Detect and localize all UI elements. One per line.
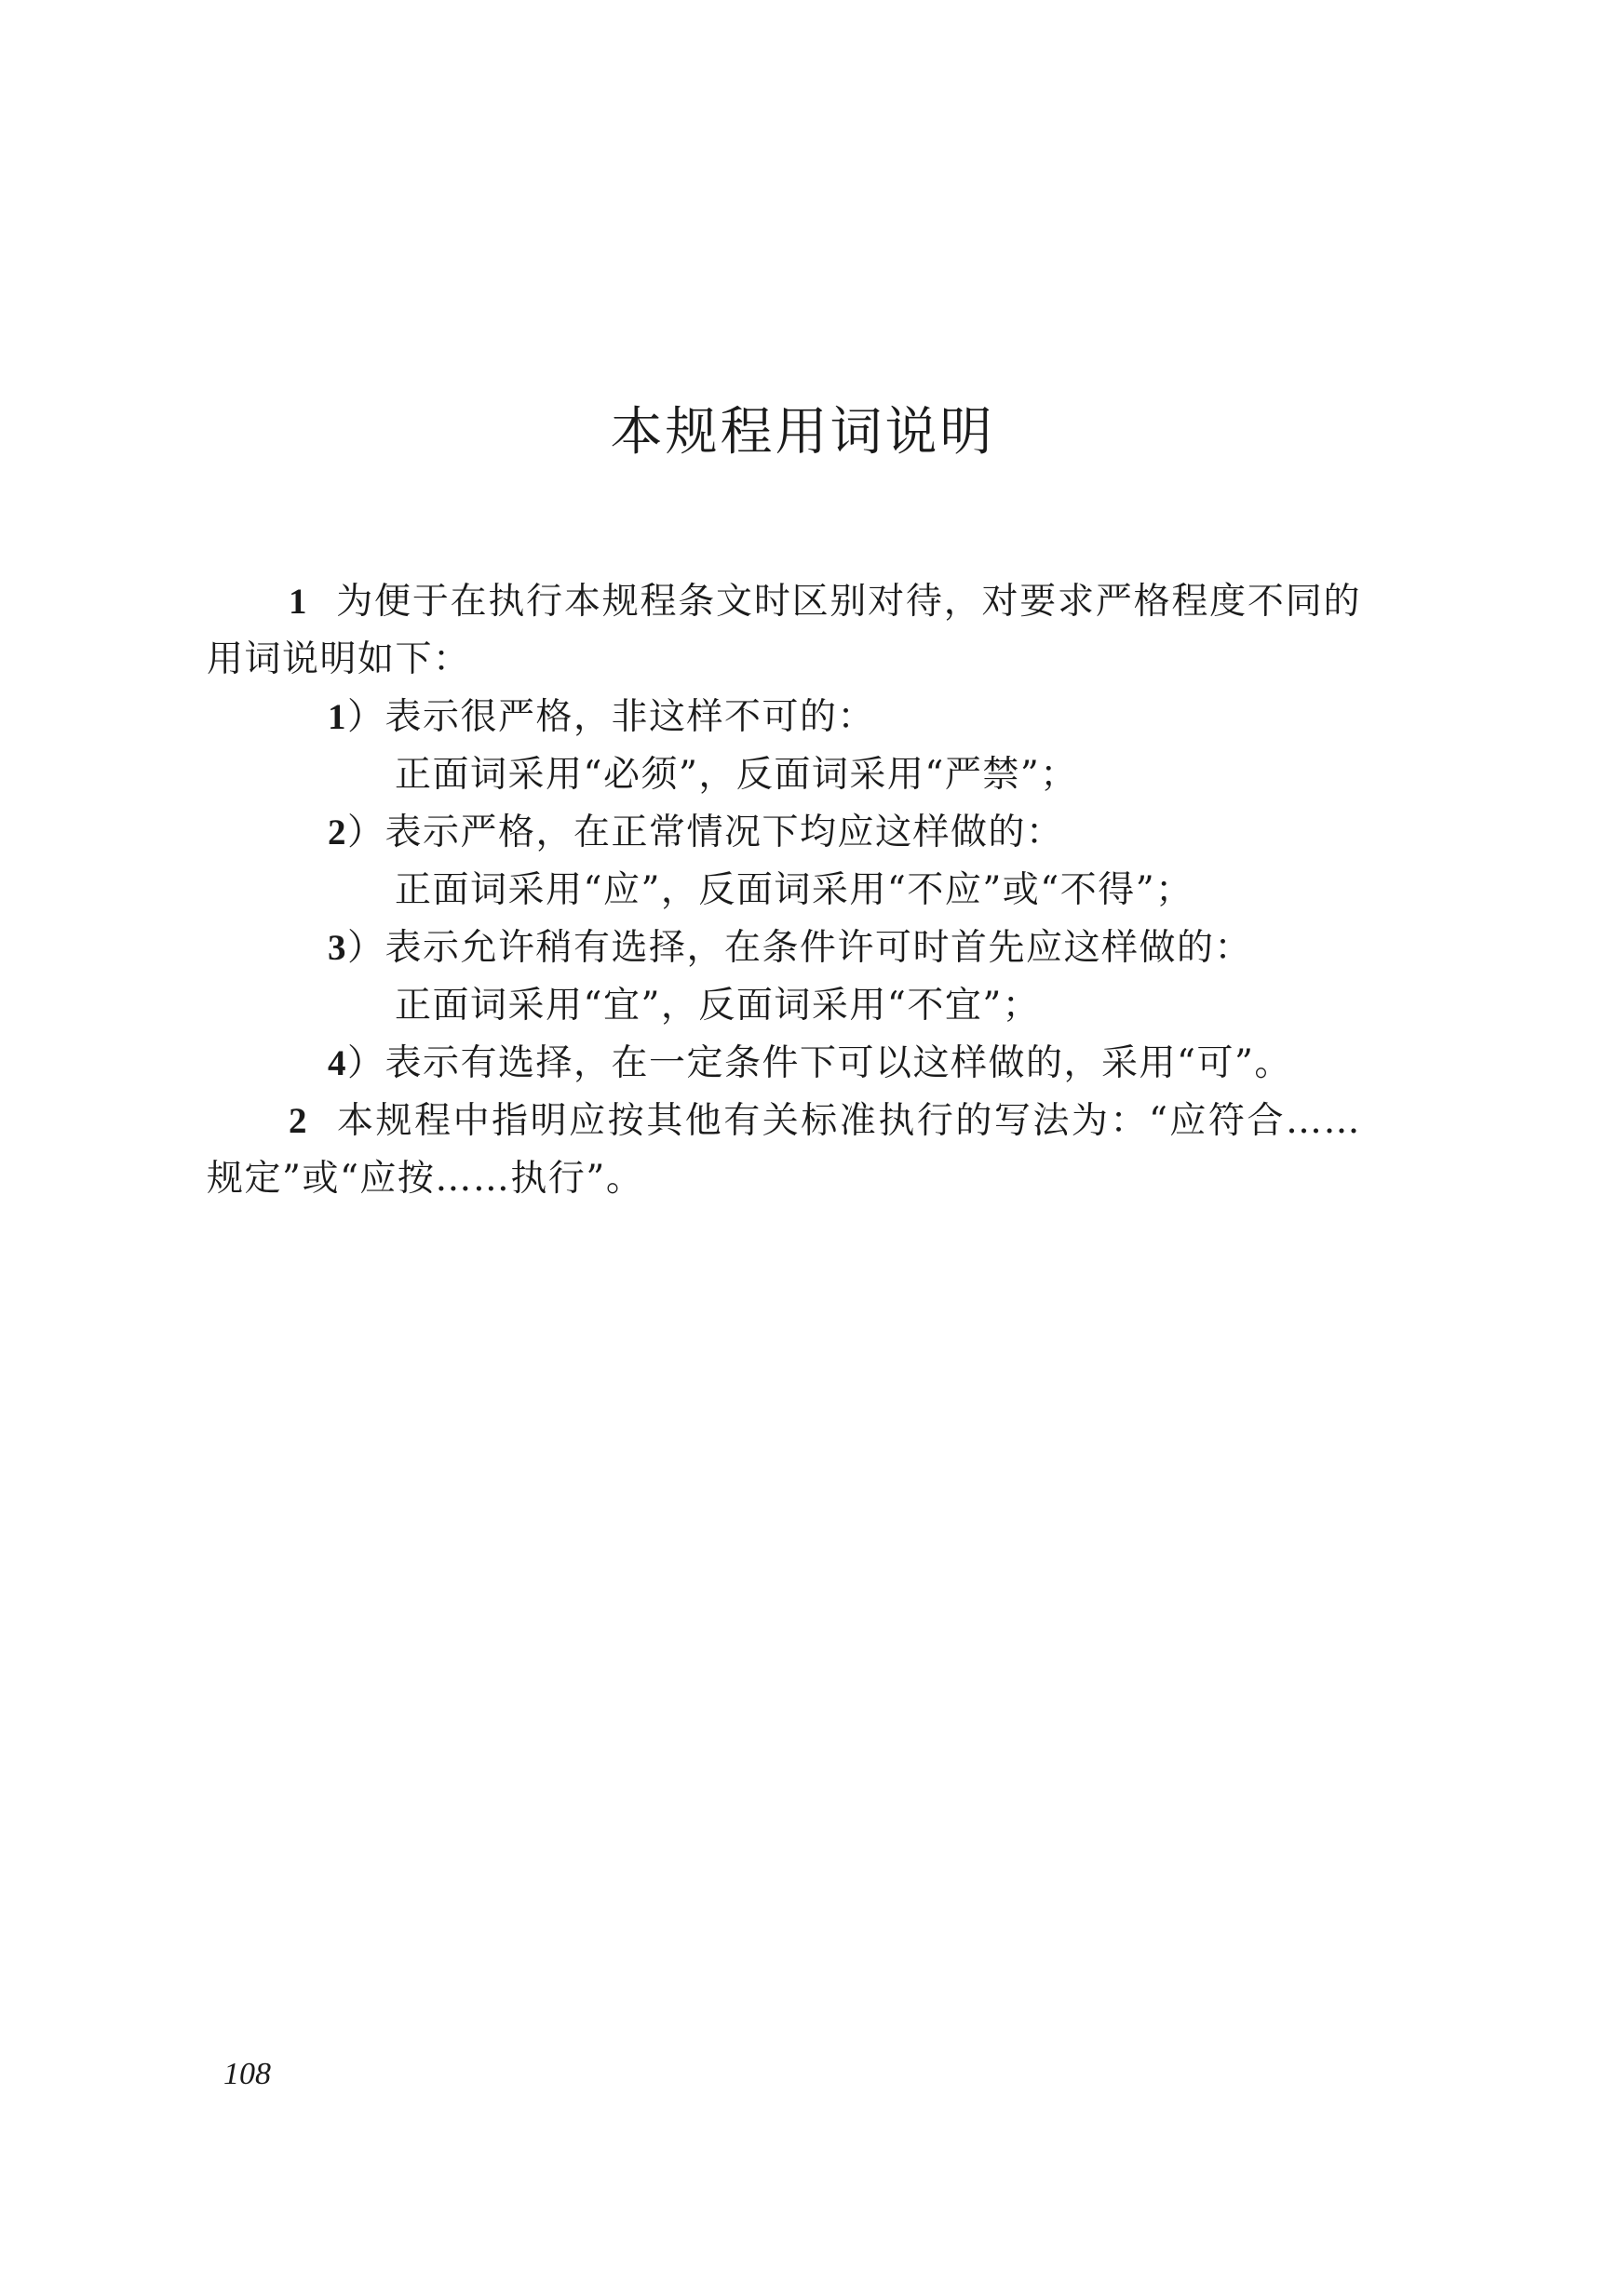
- clause-text: 本规程中指明应按其他有关标准执行的写法为：“应符合……规定”或“应按……执行”。: [207, 1100, 1361, 1200]
- item-heading: ）表示允许稍有选择，在条件许可时首先应这样做的：: [347, 927, 1253, 969]
- list-item: [207, 1035, 1361, 1093]
- item-detail: 正面词采用“必须”，反面词采用“严禁”；: [395, 754, 1078, 796]
- list-item: [207, 689, 1361, 746]
- item-detail: 正面词采用“宜”，反面词采用“不宜”；: [395, 985, 1041, 1027]
- page-title: 本规程用词说明: [610, 402, 995, 463]
- item-number: 1: [328, 697, 347, 737]
- item-heading: ）表示很严格，非这样不可的：: [347, 696, 876, 738]
- list-item: [207, 804, 1361, 862]
- page-number: 108: [223, 2057, 271, 2091]
- clause-2: [207, 1093, 1361, 1208]
- clause-1: [207, 573, 1361, 689]
- clause-number: 2: [289, 1101, 308, 1141]
- list-item: [207, 920, 1361, 977]
- item-number: 2: [328, 812, 347, 853]
- clause-text: 为便于在执行本规程条文时区别对待，对要求严格程度不同的用词说明如下：: [207, 581, 1361, 680]
- body-text: [207, 573, 1361, 1208]
- item-number: 3: [328, 928, 347, 968]
- item-heading: ）表示严格，在正常情况下均应这样做的：: [347, 812, 1064, 853]
- item-heading: ）表示有选择，在一定条件下可以这样做的，采用“可”。: [347, 1042, 1292, 1084]
- item-number: 4: [328, 1043, 347, 1083]
- clause-number: 1: [289, 582, 308, 622]
- item-detail: 正面词采用“应”，反面词采用“不应”或“不得”；: [395, 869, 1194, 911]
